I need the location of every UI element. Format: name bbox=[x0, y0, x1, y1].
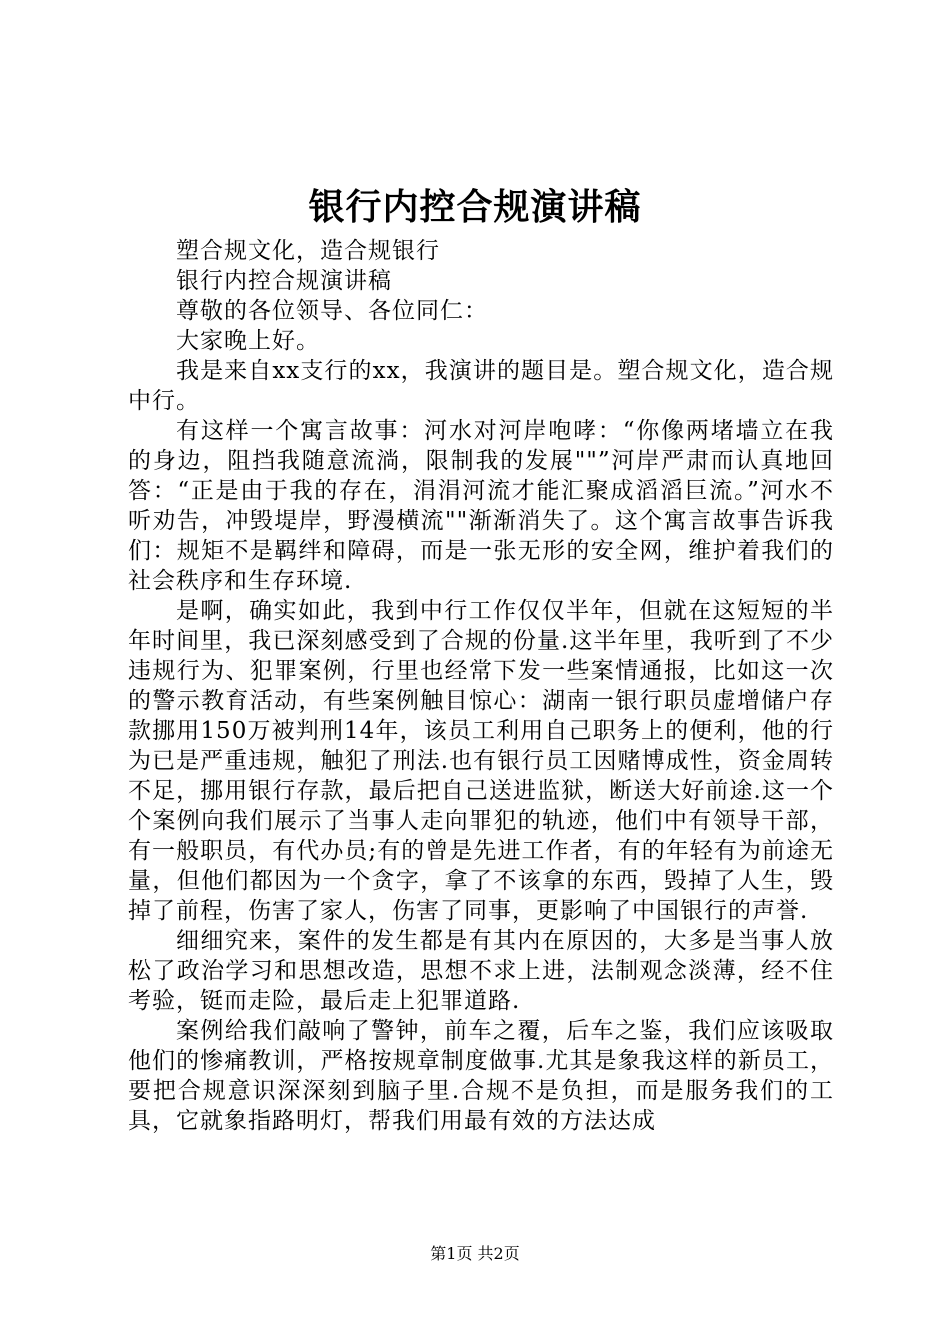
paragraph-greeting: 大家晚上好。 bbox=[176, 328, 320, 354]
document-title: 银行内控合规演讲稿 bbox=[308, 186, 642, 228]
paragraph-lessons: 案例给我们敲响了警钟，前车之覆，后车之鉴，我们应该吸取他们的惨痛教训，严格按规章制度做事.尤其是象我这样的新员工，要把合规意识深深刻到脑子里.合规不是负担，而是服务我们的工具，它就象指路明灯，帮我们用最有效的方法达成 bbox=[128, 1018, 834, 1134]
paragraph-experience: 是啊，确实如此，我到中行工作仅仅半年，但就在这短短的半年时间里，我已深刻感受到了合规的份量.这半年里，我听到了不少违规行为、犯罪案例，行里也经常下发一些案情通报，比如这一次的警示教育活动，有些案例触目惊心：湖南一银行职员虚增储户存款挪用150万被判刑14年，该员工利用自己职务上的便利，他的行为已是严重违规，触犯了刑法.也有银行员工因赌博成性，资金周转不足，挪用银行存款，最后把自己送进监狱，断送大好前途.这一个个案例向我们展示了当事人走向罪犯的轨迹，他们中有领导干部，有一般职员，有代办员;有的曾是先进工作者，有的年轻有为前途无量，但他们都因为一个贪字，拿了不该拿的东西，毁掉了人生，毁掉了前程，伤害了家人，伤害了同事，更影响了中国银行的声誉. bbox=[128, 598, 834, 924]
document-body bbox=[128, 236, 834, 1136]
paragraph-salutation: 尊敬的各位领导、各位同仁： bbox=[176, 298, 488, 324]
paragraph-fable: 有这样一个寓言故事：河水对河岸咆哮：“你像两堵墙立在我的身边，阻挡我随意流淌，限制我的发展""”河岸严肃而认真地回答：“正是由于我的存在，涓涓河流才能汇聚成滔滔巨流。”河水不听劝告，冲毁堤岸，野漫横流""渐渐消失了。这个寓言故事告诉我们：规矩不是羁绊和障碍，而是一张无形的安全网，维护着我们的社会秩序和生存环境. bbox=[128, 418, 834, 594]
paragraph-introduction: 我是来自xx支行的xx，我演讲的题目是。塑合规文化，造合规中行。 bbox=[128, 358, 834, 414]
paragraph-causes: 细细究来，案件的发生都是有其内在原因的，大多是当事人放松了政治学习和思想改造，思想不求上进，法制观念淡薄，经不住考验，铤而走险，最后走上犯罪道路. bbox=[128, 928, 834, 1014]
paragraph-slogan: 塑合规文化，造合规银行 bbox=[176, 238, 440, 264]
page-footer: 第1页 共2页 bbox=[430, 1244, 520, 1263]
paragraph-subtitle: 银行内控合规演讲稿 bbox=[176, 268, 392, 294]
